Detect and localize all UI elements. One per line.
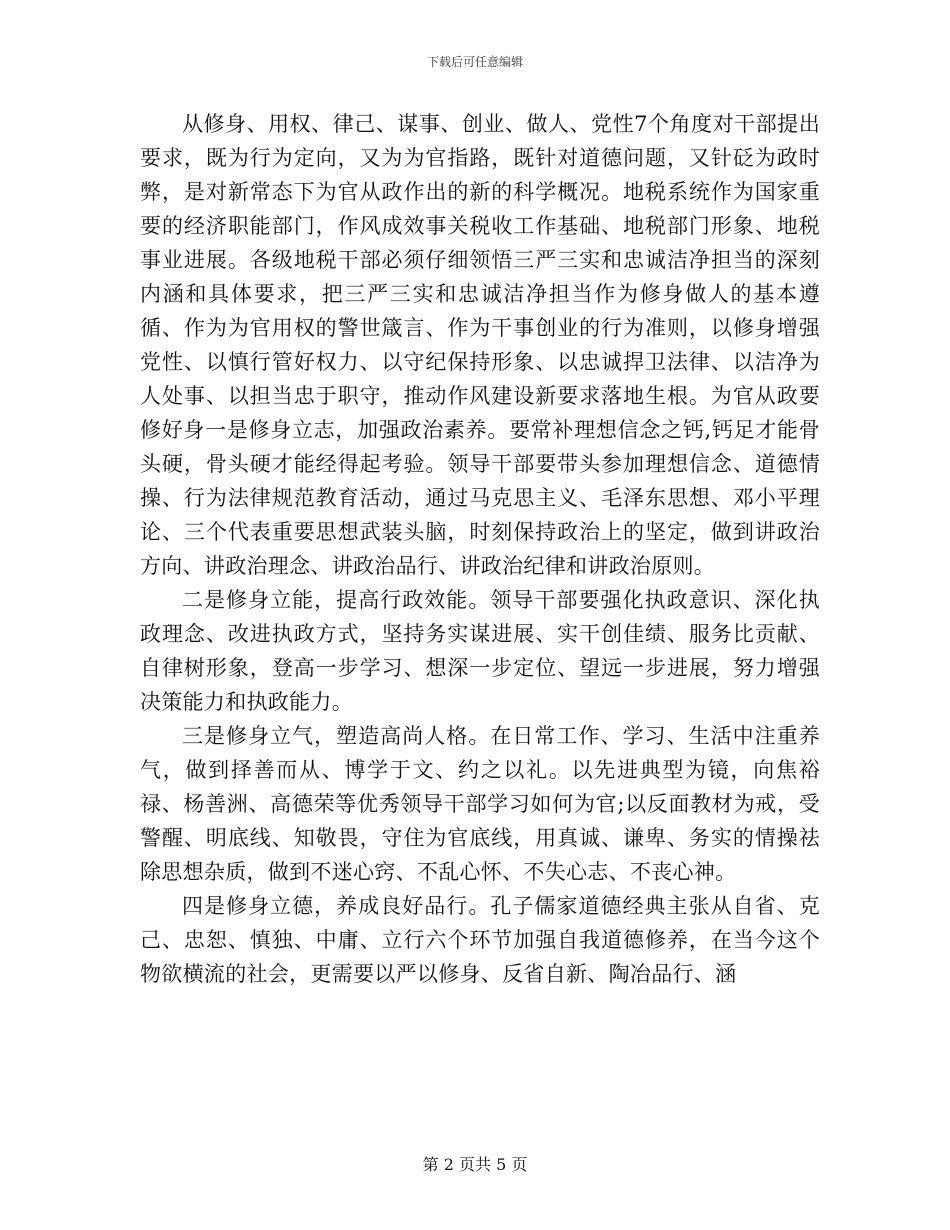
document-body bbox=[140, 107, 820, 991]
paragraph-3: 三是修身立气，塑造高尚人格。在日常工作、学习、生活中注重养气，做到择善而从、博学于文、约之以礼。以先进典型为镜，向焦裕禄、杨善洲、高德荣等优秀领导干部学习如何为官;以反面教材为戒，受警醒、明底线、知敬畏，守住为官底线，用真诚、谦卑、务实的情操祛除思想杂质，做到不迷心窍、不乱心怀、不失心志、不丧心神。 bbox=[140, 724, 820, 884]
paragraph-4: 四是修身立德，养成良好品行。孔子儒家道德经典主张从自省、克己、忠恕、慎独、中庸、立行六个环节加强自我道德修养，在当今这个物欲横流的社会，更需要以严以修身、反省自新、陶冶品行、涵 bbox=[140, 894, 820, 986]
page-number: 第 2 页共 5 页 bbox=[422, 1155, 528, 1174]
paragraph-1: 从修身、用权、律己、谋事、创业、做人、党性7个角度对干部提出要求，既为行为定向，又为为官指路，既针对道德问题，又针砭为政时弊，是对新常态下为官从政作出的新的科学概况。地税系统作为国家重要的经济职能部门，作风成效事关税收工作基础、地税部门形象、地税事业进展。各级地税干部必须仔细领悟三严三实和忠诚洁净担当的深刻内涵和具体要求，把三严三实和忠诚洁净担当作为修身做人的基本遵循、作为为官用权的警世箴言、作为干事创业的行为准则，以修身增强党性、以慎行管好权力、以守纪保持形象、以忠诚捍卫法律、以洁净为人处事、以担当忠于职守，推动作风建设新要求落地生根。为官从政要修好身一是修身立志，加强政治素养。要常补理想信念之钙,钙足才能骨头硬，骨头硬才能经得起考验。领导干部要带头参加理想信念、道德情操、行为法律规范教育活动，通过马克思主义、毛泽东思想、邓小平理论、三个代表重要思想武装头脑，时刻保持政治上的坚定，做到讲政治方向、讲政治理念、讲政治品行、讲政治纪律和讲政治原则。 bbox=[140, 112, 820, 578]
paragraph-2: 二是修身立能，提高行政效能。领导干部要强化执政意识、深化执政理念、改进执政方式，坚持务实谋进展、实干创佳绩、服务比贡献、自律树形象，登高一步学习、想深一步定位、望远一步进展，努力增强决策能力和执政能力。 bbox=[140, 588, 820, 714]
page-header-note: 下载后可任意编辑 bbox=[426, 55, 523, 69]
